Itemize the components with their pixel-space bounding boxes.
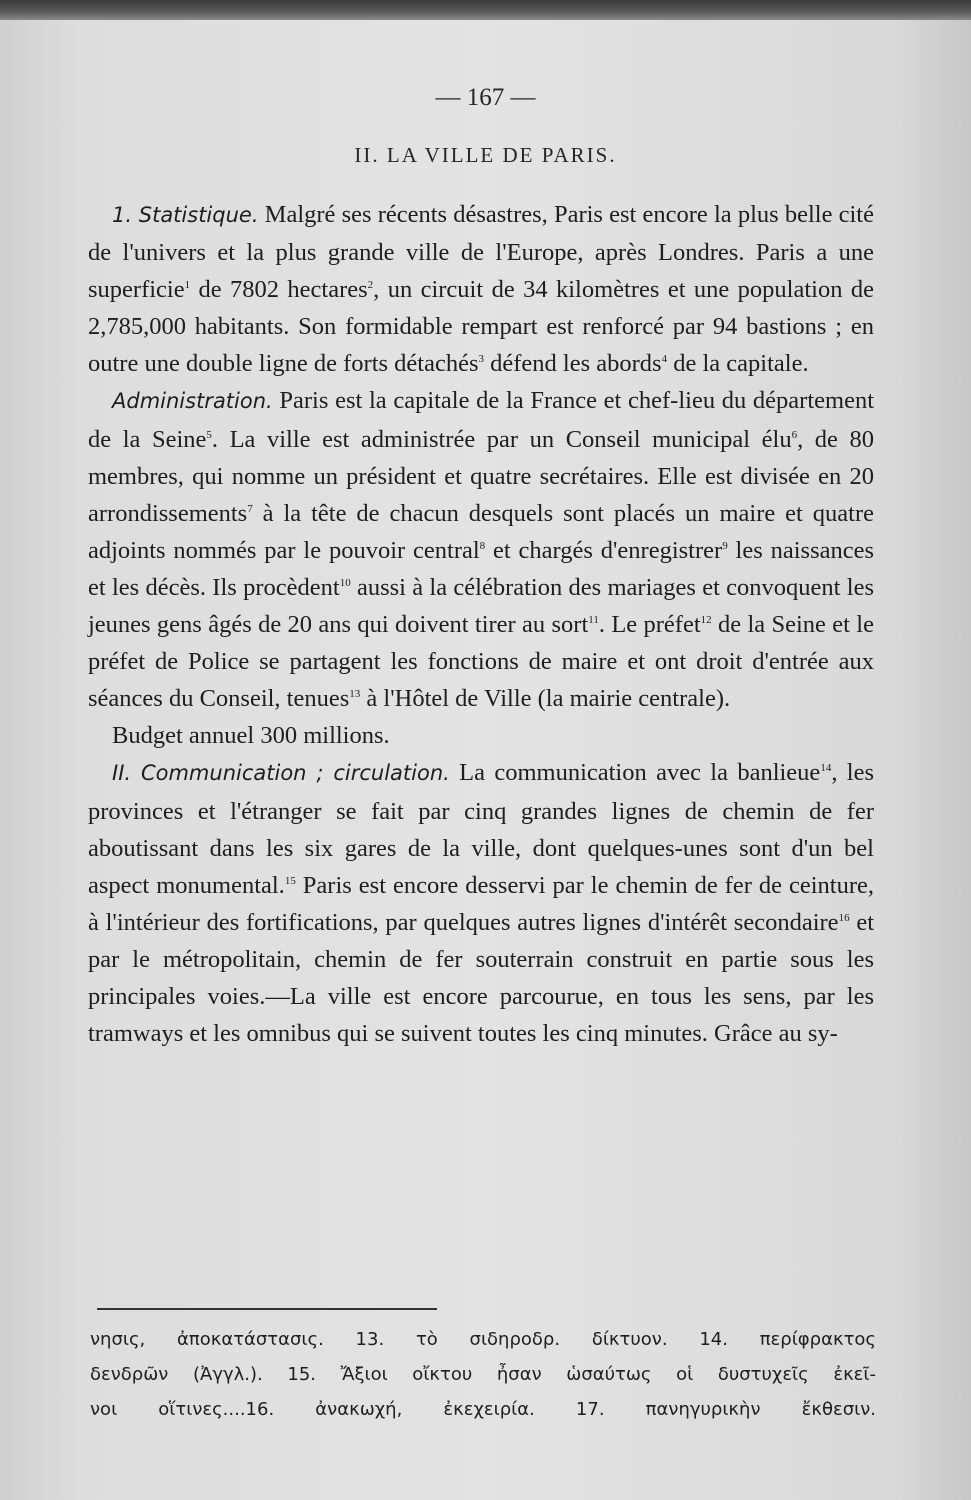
body-text (88, 196, 874, 1052)
footnote-ref: 8 (479, 539, 486, 552)
text-run: . Le préfet (598, 611, 701, 639)
footnote-line: νησις, ἀποκατάστασις. 13. τὸ σιδηροδρ. δίκτυον. 14. περίφρακτος (90, 1329, 876, 1350)
text-run: . La ville est administrée par un Conseil municipal élu (211, 425, 792, 453)
footnote-ref: 5 (206, 428, 212, 441)
text-run: , un circuit de 34 kilomètres et une population de 2,785,000 habitants. Son formidable rempart est renforcé par 94 bastions ; en outre une double ligne de forts détachés (88, 276, 874, 378)
page-number: — 167 — (435, 84, 536, 111)
footnote-ref: 6 (791, 428, 798, 441)
footnote-ref: 7 (247, 502, 253, 515)
text-run: à l'Hôtel de Ville (la mairie centrale). (360, 685, 731, 713)
text-run: Paris est encore desservi par le chemin de fer de ceinture, à l'intérieur des fortifications, par quelques autres lignes d'intérêt secondaire (88, 871, 874, 936)
footnotes (90, 1322, 876, 1427)
footnote-line: νοι οἵτινες....16. ἀνακωχή, ἐκεχειρία. 17. πανηγυρικὴν ἔκθεσιν. (90, 1399, 876, 1420)
text-run: , les provinces et l'étranger se fait par cinq grandes lignes de chemin de fer aboutissant dans les six gares de la ville, dont quelques-unes sont d'un bel aspect monumental. (88, 759, 874, 899)
footnote-ref: 3 (478, 353, 485, 366)
paragraph-budget: Budget annuel 300 millions. (112, 722, 390, 750)
footnote-ref: 10 (339, 576, 351, 589)
footnote-ref: 16 (838, 911, 850, 924)
footnote-ref: 11 (588, 614, 599, 627)
paragraph-administration (88, 382, 874, 717)
text-run: , de 80 membres, qui nomme un président et quatre secrétaires. Elle est divisée en 20 arrondissements (88, 425, 875, 527)
heading-communication: II. Communication ; circulation. (112, 761, 450, 786)
footnote-ref: 2 (367, 279, 374, 292)
text-run: à la tête de chacun desquels sont placés un maire et quatre adjoints nommés par le pouvoir central (88, 499, 874, 564)
paragraph-communication (88, 754, 874, 1052)
footnote-rule (97, 1308, 437, 1310)
text-run: aussi à la célébration des mariages et convoquent les jeunes gens âgés de 20 ans qui doivent tirer au sort (88, 573, 874, 639)
footnote-line: δενδρῶν (Ἀγγλ.). 15. Ἄξιοι οἴκτου ἦσαν ὡσαύτως οἱ δυστυχεῖς ἐκεῖ- (90, 1364, 876, 1385)
footnote-ref: 15 (284, 874, 296, 887)
footnote-ref: 13 (349, 688, 361, 701)
text-run: de 7802 hectares (190, 276, 368, 304)
heading-administration: Administration. (112, 389, 273, 414)
text-run: et chargés d'enregistrer (485, 536, 723, 564)
text-run: les naissances et les décès. Ils procèdent (88, 536, 875, 601)
text-run: de la Seine et le préfet de Police se partagent les fonctions de maire et ont droit d'entrée aux séances du Conseil, tenues (88, 611, 874, 713)
text-run: de la capitale. (667, 350, 809, 378)
footnote-ref: 4 (661, 353, 668, 366)
heading-statistique: 1. Statistique. (112, 203, 259, 227)
text-run: Paris est la capitale de la France et chef-lieu du département de la Seine (88, 387, 874, 453)
text-run: défend les abords (484, 350, 662, 378)
text-run: Malgré ses récents désastres, Paris est encore la plus belle cité de l'univers et la plus grande ville de l'Europe, après Londres. Paris a une superficie (88, 201, 874, 304)
paragraph-statistique (88, 196, 874, 382)
footnote-ref: 1 (184, 279, 191, 292)
footnote-ref: 9 (722, 539, 728, 552)
footnote-ref: 12 (700, 614, 712, 627)
footnote-ref: 14 (820, 762, 832, 775)
text-run: et par le métropolitain, chemin de fer souterrain construit en partie sous les principales voies.—La ville est encore parcourue, en tous les sens, par les tramways et les omnibus qui se suivent toutes les cinq minutes. Grâce au sy- (88, 908, 874, 1048)
section-title: II. LA VILLE DE PARIS. (354, 143, 617, 167)
page-top-edge (0, 0, 971, 20)
text-run: La communication avec la banlieue (449, 759, 821, 787)
